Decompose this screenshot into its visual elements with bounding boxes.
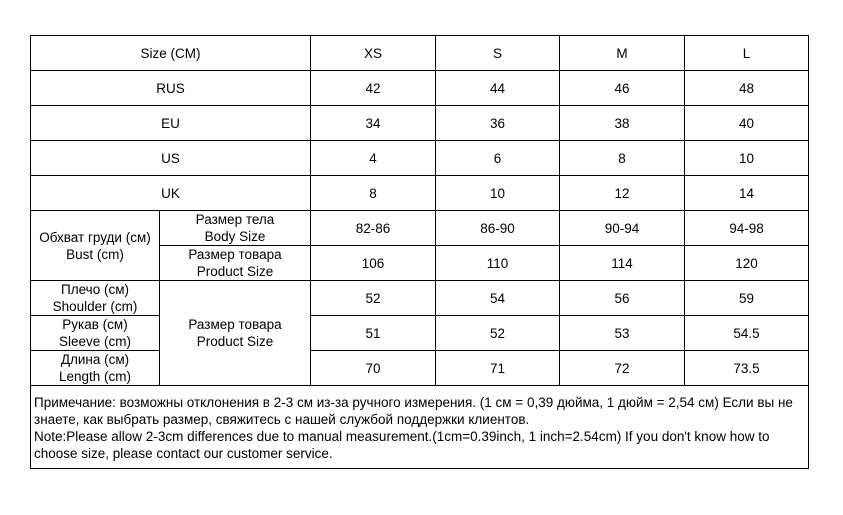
shoulder-label: Плечо (см) Shoulder (cm) [31,281,160,316]
table-cell: 42 [311,71,436,106]
length-label: Длина (см) Length (cm) [31,351,160,386]
table-cell: 82-86 [311,211,436,246]
table-cell: 40 [685,106,809,141]
table-cell: 12 [560,176,685,211]
table-cell: 106 [311,246,436,281]
table-row-uk [31,176,809,211]
table-cell: 10 [436,176,560,211]
table-cell: 56 [560,281,685,316]
table-row-shoulder [31,281,809,316]
table-cell: 54 [436,281,560,316]
bust-label: Обхват груди (см) Bust (cm) [31,211,160,281]
header-cell-l: L [685,36,809,71]
sleeve-label: Рукав (см) Sleeve (cm) [31,316,160,351]
table-cell: 14 [685,176,809,211]
size-table [30,35,809,469]
note-english: Note:Please allow 2-3cm differences due to manual measurement.(1cm=0.39inch, 1 inch=2.54cm) If you don't know how to choose size, please contact our customer service. [34,429,770,461]
table-cell: 51 [311,316,436,351]
table-cell: 86-90 [436,211,560,246]
table-cell: 44 [436,71,560,106]
row-label: US [31,141,311,176]
table-row-eu [31,106,809,141]
table-cell: 4 [311,141,436,176]
table-cell: 71 [436,351,560,386]
header-cell-size: Size (CM) [31,36,311,71]
table-cell: 70 [311,351,436,386]
body-size-label: Размер тела Body Size [160,211,311,246]
table-row-sleeve [31,316,809,351]
table-cell: 46 [560,71,685,106]
table-cell: 72 [560,351,685,386]
table-cell: 36 [436,106,560,141]
table-cell: 10 [685,141,809,176]
table-row-rus [31,71,809,106]
table-cell: 94-98 [685,211,809,246]
header-cell-s: S [436,36,560,71]
table-cell: 38 [560,106,685,141]
table-cell: 90-94 [560,211,685,246]
table-row-bust-body [31,211,809,246]
table-cell: 73.5 [685,351,809,386]
row-label: RUS [31,71,311,106]
product-size-label: Размер товара Product Size [160,246,311,281]
table-cell: 59 [685,281,809,316]
size-chart [30,35,809,469]
note-russian: Примечание: возможны отклонения в 2-3 см из-за ручного измерения. (1 см = 0,39 дюйма, 1 дюйм = 2,54 см) Если вы не знаете, как выбрать размер, свяжитесь с нашей службой поддержки клиентов. [34,395,793,427]
table-cell: 34 [311,106,436,141]
table-cell: 6 [436,141,560,176]
table-cell: 114 [560,246,685,281]
row-label: EU [31,106,311,141]
product-size-group-label: Размер товара Product Size [160,281,311,386]
table-cell: 54.5 [685,316,809,351]
table-row-length [31,351,809,386]
table-cell: 52 [436,316,560,351]
header-row [31,36,809,71]
table-cell: 120 [685,246,809,281]
header-cell-m: M [560,36,685,71]
header-cell-xs: XS [311,36,436,71]
table-cell: 8 [560,141,685,176]
note-row [31,386,809,469]
table-cell: 48 [685,71,809,106]
table-cell: 52 [311,281,436,316]
row-label: UK [31,176,311,211]
table-row-us [31,141,809,176]
table-cell: 53 [560,316,685,351]
table-cell: 8 [311,176,436,211]
table-cell: 110 [436,246,560,281]
note-cell [31,386,809,469]
